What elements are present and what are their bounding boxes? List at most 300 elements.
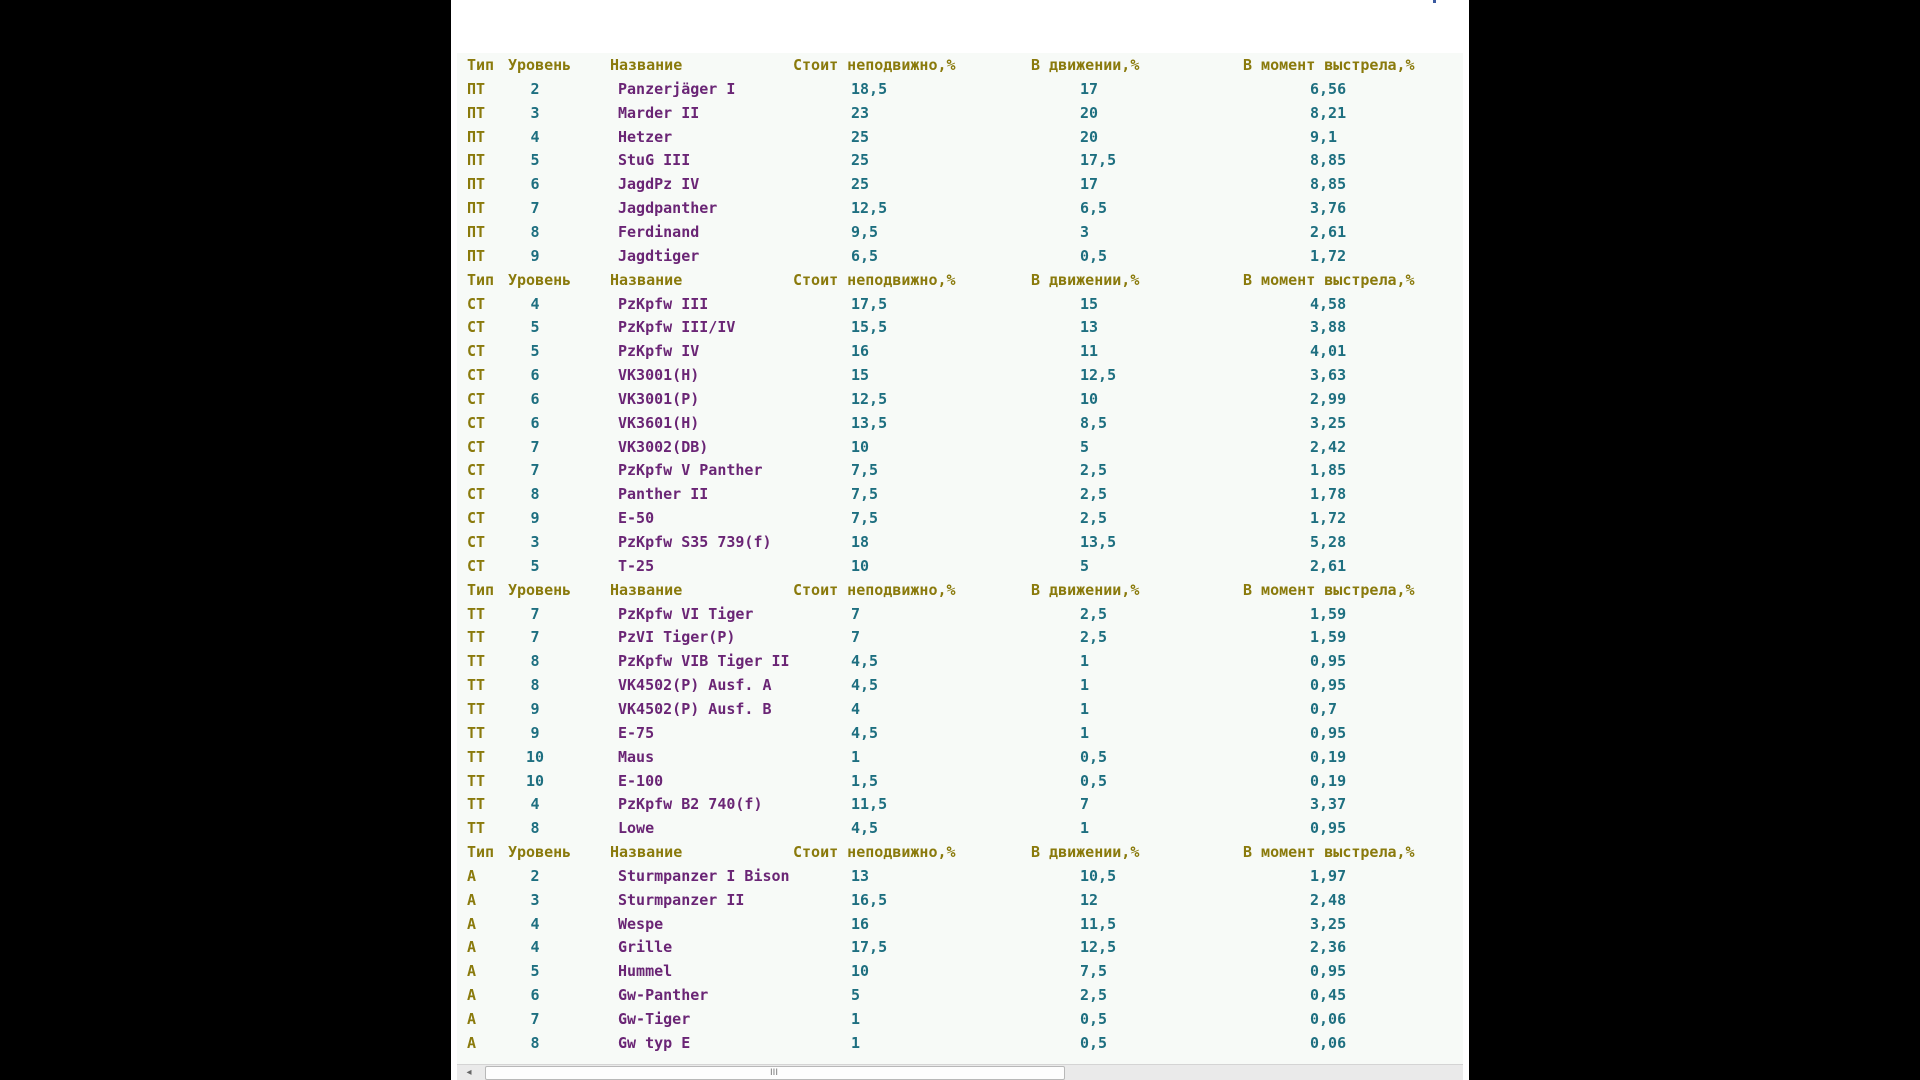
cell-shot: 3,63 xyxy=(1310,366,1347,384)
cell-move: 5 xyxy=(1080,438,1090,456)
cell-level: 2 xyxy=(530,867,540,885)
cell-move: 12 xyxy=(1080,891,1099,909)
table-row xyxy=(457,721,1463,745)
column-header-name: Название xyxy=(610,843,683,861)
cell-stand: 13 xyxy=(851,867,870,885)
cell-move: 13 xyxy=(1080,318,1099,336)
cell-move: 17,5 xyxy=(1080,151,1117,169)
scroll-left-arrow-icon[interactable]: ◂ xyxy=(466,1067,472,1078)
cell-stand: 16,5 xyxy=(851,891,888,909)
cell-name: StuG III xyxy=(618,151,691,169)
cell-type: ПТ xyxy=(467,128,486,146)
cell-move: 11,5 xyxy=(1080,915,1117,933)
cell-move: 15 xyxy=(1080,295,1099,313)
cell-level: 8 xyxy=(530,485,540,503)
cell-type: ПТ xyxy=(467,175,486,193)
table-header-row xyxy=(457,53,1463,77)
cell-move: 20 xyxy=(1080,128,1099,146)
cell-shot: 5,28 xyxy=(1310,533,1347,551)
top-blank-area xyxy=(451,0,1469,50)
column-header-type: Тип xyxy=(467,271,495,289)
cell-type: ПТ xyxy=(467,80,486,98)
cell-name: E-50 xyxy=(618,509,655,527)
cell-shot: 2,61 xyxy=(1310,223,1347,241)
column-header-move: В движении,% xyxy=(1031,271,1140,289)
table-row xyxy=(457,792,1463,816)
cell-stand: 1 xyxy=(851,748,861,766)
cell-shot: 3,37 xyxy=(1310,795,1347,813)
cell-move: 1 xyxy=(1080,676,1090,694)
cell-stand: 16 xyxy=(851,342,870,360)
cell-level: 5 xyxy=(530,318,540,336)
table-row xyxy=(457,769,1463,793)
table-row xyxy=(457,125,1463,149)
cell-move: 0,5 xyxy=(1080,247,1108,265)
cell-name: Jagdpanther xyxy=(618,199,718,217)
cell-shot: 0,7 xyxy=(1310,700,1338,718)
cell-level: 5 xyxy=(530,557,540,575)
cell-name: VK3001(P) xyxy=(618,390,700,408)
cell-shot: 0,95 xyxy=(1310,652,1347,670)
table-row xyxy=(457,244,1463,268)
table-row xyxy=(457,697,1463,721)
cell-type: ТТ xyxy=(467,676,486,694)
cell-stand: 4 xyxy=(851,700,861,718)
scroll-grip-icon: III xyxy=(770,1068,778,1078)
table-row xyxy=(457,673,1463,697)
cell-move: 12,5 xyxy=(1080,366,1117,384)
column-header-name: Название xyxy=(610,581,683,599)
cell-shot: 1,72 xyxy=(1310,509,1347,527)
cell-level: 4 xyxy=(530,938,540,956)
cell-name: PzKpfw III xyxy=(618,295,709,313)
cell-stand: 4,5 xyxy=(851,724,879,742)
cell-stand: 10 xyxy=(851,962,870,980)
cell-stand: 25 xyxy=(851,151,870,169)
cell-stand: 1 xyxy=(851,1034,861,1052)
cell-level: 7 xyxy=(530,461,540,479)
column-header-type: Тип xyxy=(467,581,495,599)
cell-stand: 10 xyxy=(851,438,870,456)
cell-type: ПТ xyxy=(467,199,486,217)
cell-move: 2,5 xyxy=(1080,628,1108,646)
cell-level: 6 xyxy=(530,414,540,432)
table-row xyxy=(457,959,1463,983)
cell-type: СТ xyxy=(467,342,486,360)
table-row xyxy=(457,983,1463,1007)
cell-stand: 13,5 xyxy=(851,414,888,432)
cell-stand: 17,5 xyxy=(851,938,888,956)
cell-name: VK4502(P) Ausf. B xyxy=(618,700,772,718)
cell-level: 9 xyxy=(530,724,540,742)
cell-type: ПТ xyxy=(467,151,486,169)
cell-name: Hetzer xyxy=(618,128,673,146)
cell-stand: 7 xyxy=(851,628,861,646)
cell-stand: 25 xyxy=(851,175,870,193)
cell-move: 2,5 xyxy=(1080,485,1108,503)
table-row xyxy=(457,387,1463,411)
table-row xyxy=(457,220,1463,244)
cell-move: 7 xyxy=(1080,795,1090,813)
cell-name: Maus xyxy=(618,748,655,766)
table-row xyxy=(457,196,1463,220)
column-header-stand: Стоит неподвижно,% xyxy=(793,581,956,599)
cell-shot: 1,85 xyxy=(1310,461,1347,479)
cell-type: А xyxy=(467,891,477,909)
cell-stand: 7 xyxy=(851,605,861,623)
cell-shot: 0,95 xyxy=(1310,819,1347,837)
table-row xyxy=(457,339,1463,363)
cell-level: 9 xyxy=(530,247,540,265)
cell-stand: 4,5 xyxy=(851,652,879,670)
cell-shot: 2,61 xyxy=(1310,557,1347,575)
cell-move: 6,5 xyxy=(1080,199,1108,217)
table-row xyxy=(457,912,1463,936)
table-row xyxy=(457,745,1463,769)
cell-move: 12,5 xyxy=(1080,938,1117,956)
table-row xyxy=(457,315,1463,339)
cell-name: PzKpfw B2 740(f) xyxy=(618,795,763,813)
cell-move: 13,5 xyxy=(1080,533,1117,551)
column-header-move: В движении,% xyxy=(1031,843,1140,861)
column-header-shot: В момент выстрела,% xyxy=(1243,843,1415,861)
column-header-type: Тип xyxy=(467,843,495,861)
cell-type: СТ xyxy=(467,461,486,479)
column-header-move: В движении,% xyxy=(1031,581,1140,599)
cell-move: 0,5 xyxy=(1080,748,1108,766)
cell-type: ТТ xyxy=(467,795,486,813)
cell-level: 2 xyxy=(530,80,540,98)
table-row xyxy=(457,148,1463,172)
cell-type: ТТ xyxy=(467,724,486,742)
cell-name: Panther II xyxy=(618,485,709,503)
cell-move: 5 xyxy=(1080,557,1090,575)
table-row xyxy=(457,1007,1463,1031)
cell-type: СТ xyxy=(467,390,486,408)
column-header-shot: В момент выстрела,% xyxy=(1243,56,1415,74)
cell-shot: 0,95 xyxy=(1310,724,1347,742)
cell-type: СТ xyxy=(467,485,486,503)
cell-type: СТ xyxy=(467,509,486,527)
table-row xyxy=(457,554,1463,578)
table-row xyxy=(457,435,1463,459)
cell-level: 7 xyxy=(530,605,540,623)
cell-stand: 17,5 xyxy=(851,295,888,313)
cell-shot: 8,85 xyxy=(1310,151,1347,169)
cell-name: PzKpfw III/IV xyxy=(618,318,736,336)
cell-type: ПТ xyxy=(467,247,486,265)
cell-shot: 2,99 xyxy=(1310,390,1347,408)
cell-type: А xyxy=(467,915,477,933)
cell-move: 17 xyxy=(1080,175,1099,193)
cell-name: Lowe xyxy=(618,819,655,837)
cell-type: А xyxy=(467,1034,477,1052)
cell-name: Marder II xyxy=(618,104,700,122)
cell-stand: 1,5 xyxy=(851,772,879,790)
cell-move: 0,5 xyxy=(1080,772,1108,790)
cell-stand: 15 xyxy=(851,366,870,384)
cell-shot: 0,19 xyxy=(1310,772,1347,790)
cell-shot: 4,58 xyxy=(1310,295,1347,313)
cell-stand: 18 xyxy=(851,533,870,551)
cell-shot: 0,95 xyxy=(1310,962,1347,980)
cell-level: 6 xyxy=(530,986,540,1004)
cell-level: 5 xyxy=(530,962,540,980)
cell-name: Panzerjäger I xyxy=(618,80,736,98)
table-row xyxy=(457,292,1463,316)
cell-move: 2,5 xyxy=(1080,605,1108,623)
cell-move: 10 xyxy=(1080,390,1099,408)
cell-stand: 12,5 xyxy=(851,390,888,408)
cell-level: 8 xyxy=(530,676,540,694)
cell-level: 7 xyxy=(530,628,540,646)
cell-shot: 0,06 xyxy=(1310,1034,1347,1052)
cell-name: E-75 xyxy=(618,724,655,742)
cell-stand: 7,5 xyxy=(851,509,879,527)
table-row xyxy=(457,625,1463,649)
table-row xyxy=(457,935,1463,959)
cell-shot: 3,25 xyxy=(1310,414,1347,432)
cell-level: 9 xyxy=(530,700,540,718)
table-row xyxy=(457,506,1463,530)
cell-name: Gw-Panther xyxy=(618,986,709,1004)
cell-stand: 23 xyxy=(851,104,870,122)
column-header-stand: Стоит неподвижно,% xyxy=(793,271,956,289)
cell-shot: 2,48 xyxy=(1310,891,1347,909)
cell-shot: 0,45 xyxy=(1310,986,1347,1004)
cell-name: JagdPz IV xyxy=(618,175,700,193)
cell-move: 8,5 xyxy=(1080,414,1108,432)
cell-type: А xyxy=(467,867,477,885)
cell-stand: 7,5 xyxy=(851,461,879,479)
cell-move: 1 xyxy=(1080,819,1090,837)
cell-shot: 8,21 xyxy=(1310,104,1347,122)
table-header-row xyxy=(457,840,1463,864)
cell-shot: 0,06 xyxy=(1310,1010,1347,1028)
table-row xyxy=(457,602,1463,626)
cell-name: Sturmpanzer I Bison xyxy=(618,867,790,885)
cell-name: PzKpfw VIB Tiger II xyxy=(618,652,790,670)
horizontal-scrollbar[interactable] xyxy=(457,1064,1463,1080)
table-row xyxy=(457,1031,1463,1055)
table-row xyxy=(457,172,1463,196)
table-row xyxy=(457,101,1463,125)
cell-name: Wespe xyxy=(618,915,664,933)
cell-name: PzKpfw VI Tiger xyxy=(618,605,754,623)
table-row xyxy=(457,888,1463,912)
cell-level: 10 xyxy=(525,772,545,790)
cell-type: СТ xyxy=(467,414,486,432)
cell-type: А xyxy=(467,1010,477,1028)
cell-shot: 3,76 xyxy=(1310,199,1347,217)
cell-move: 2,5 xyxy=(1080,986,1108,1004)
cell-name: Hummel xyxy=(618,962,673,980)
cell-move: 2,5 xyxy=(1080,461,1108,479)
cell-type: СТ xyxy=(467,366,486,384)
cursor-dot xyxy=(1433,0,1436,3)
cell-name: Jagdtiger xyxy=(618,247,700,265)
table-row xyxy=(457,77,1463,101)
cell-stand: 9,5 xyxy=(851,223,879,241)
cell-type: ТТ xyxy=(467,748,486,766)
cell-type: ТТ xyxy=(467,652,486,670)
cell-stand: 25 xyxy=(851,128,870,146)
table-row xyxy=(457,458,1463,482)
cell-type: СТ xyxy=(467,318,486,336)
cell-move: 1 xyxy=(1080,724,1090,742)
cell-stand: 11,5 xyxy=(851,795,888,813)
cell-level: 6 xyxy=(530,366,540,384)
cell-stand: 4,5 xyxy=(851,676,879,694)
cell-move: 2,5 xyxy=(1080,509,1108,527)
cell-move: 7,5 xyxy=(1080,962,1108,980)
cell-shot: 3,88 xyxy=(1310,318,1347,336)
cell-level: 10 xyxy=(525,748,545,766)
cell-level: 8 xyxy=(530,652,540,670)
cell-name: PzKpfw V Panther xyxy=(618,461,763,479)
cell-name: E-100 xyxy=(618,772,664,790)
cell-level: 7 xyxy=(530,199,540,217)
column-header-level: Уровень xyxy=(508,843,572,861)
cell-level: 8 xyxy=(530,1034,540,1052)
cell-shot: 1,97 xyxy=(1310,867,1347,885)
cell-stand: 10 xyxy=(851,557,870,575)
cell-level: 6 xyxy=(530,390,540,408)
cell-name: Gw typ E xyxy=(618,1034,691,1052)
cell-type: ТТ xyxy=(467,628,486,646)
cell-type: ТТ xyxy=(467,772,486,790)
cell-stand: 1 xyxy=(851,1010,861,1028)
cell-name: VK3002(DB) xyxy=(618,438,709,456)
column-header-move: В движении,% xyxy=(1031,56,1140,74)
cell-stand: 6,5 xyxy=(851,247,879,265)
cell-move: 1 xyxy=(1080,652,1090,670)
cell-name: PzVI Tiger(P) xyxy=(618,628,736,646)
table-row xyxy=(457,864,1463,888)
cell-level: 7 xyxy=(530,1010,540,1028)
cell-name: Sturmpanzer II xyxy=(618,891,745,909)
column-header-shot: В момент выстрела,% xyxy=(1243,271,1415,289)
cell-shot: 2,36 xyxy=(1310,938,1347,956)
cell-type: А xyxy=(467,962,477,980)
cell-name: PzKpfw IV xyxy=(618,342,700,360)
cell-type: ПТ xyxy=(467,223,486,241)
cell-stand: 16 xyxy=(851,915,870,933)
cell-type: ПТ xyxy=(467,104,486,122)
cell-level: 4 xyxy=(530,915,540,933)
cell-type: ТТ xyxy=(467,605,486,623)
column-header-level: Уровень xyxy=(508,581,572,599)
cell-level: 8 xyxy=(530,819,540,837)
table-row xyxy=(457,530,1463,554)
document-panel xyxy=(451,0,1469,1080)
cell-shot: 0,19 xyxy=(1310,748,1347,766)
column-header-shot: В момент выстрела,% xyxy=(1243,581,1415,599)
cell-move: 3 xyxy=(1080,223,1090,241)
cell-level: 4 xyxy=(530,795,540,813)
cell-level: 5 xyxy=(530,342,540,360)
cell-shot: 9,1 xyxy=(1310,128,1338,146)
cell-move: 17 xyxy=(1080,80,1099,98)
cell-name: Ferdinand xyxy=(618,223,700,241)
cell-name: Gw-Tiger xyxy=(618,1010,691,1028)
cell-type: А xyxy=(467,938,477,956)
scroll-thumb[interactable] xyxy=(485,1066,1065,1080)
cell-stand: 15,5 xyxy=(851,318,888,336)
column-header-stand: Стоит неподвижно,% xyxy=(793,56,956,74)
cell-shot: 0,95 xyxy=(1310,676,1347,694)
cell-shot: 4,01 xyxy=(1310,342,1347,360)
cell-type: А xyxy=(467,986,477,1004)
cell-level: 4 xyxy=(530,295,540,313)
accuracy-table xyxy=(457,53,1463,1064)
table-row xyxy=(457,816,1463,840)
cell-type: СТ xyxy=(467,295,486,313)
cell-type: ТТ xyxy=(467,700,486,718)
cell-name: Grille xyxy=(618,938,673,956)
cell-name: VK3601(H) xyxy=(618,414,700,432)
column-header-name: Название xyxy=(610,56,683,74)
column-header-name: Название xyxy=(610,271,683,289)
cell-level: 7 xyxy=(530,438,540,456)
column-header-stand: Стоит неподвижно,% xyxy=(793,843,956,861)
cell-stand: 18,5 xyxy=(851,80,888,98)
table-row xyxy=(457,411,1463,435)
cell-move: 0,5 xyxy=(1080,1010,1108,1028)
cell-type: СТ xyxy=(467,438,486,456)
cell-level: 3 xyxy=(530,533,540,551)
cell-level: 6 xyxy=(530,175,540,193)
cell-shot: 1,72 xyxy=(1310,247,1347,265)
cell-move: 20 xyxy=(1080,104,1099,122)
cell-move: 0,5 xyxy=(1080,1034,1108,1052)
cell-stand: 12,5 xyxy=(851,199,888,217)
cell-level: 5 xyxy=(530,151,540,169)
cell-stand: 5 xyxy=(851,986,861,1004)
cell-shot: 2,42 xyxy=(1310,438,1347,456)
cell-level: 4 xyxy=(530,128,540,146)
cell-move: 1 xyxy=(1080,700,1090,718)
cell-type: ТТ xyxy=(467,819,486,837)
column-header-type: Тип xyxy=(467,56,495,74)
cell-name: T-25 xyxy=(618,557,655,575)
cell-stand: 4,5 xyxy=(851,819,879,837)
column-header-level: Уровень xyxy=(508,271,572,289)
table-header-row xyxy=(457,578,1463,602)
cell-shot: 1,59 xyxy=(1310,628,1347,646)
cell-level: 3 xyxy=(530,891,540,909)
column-header-level: Уровень xyxy=(508,56,572,74)
cell-move: 10,5 xyxy=(1080,867,1117,885)
table-row xyxy=(457,363,1463,387)
cell-name: VK3001(H) xyxy=(618,366,700,384)
cell-type: СТ xyxy=(467,557,486,575)
cell-move: 11 xyxy=(1080,342,1099,360)
cell-stand: 7,5 xyxy=(851,485,879,503)
cell-shot: 1,59 xyxy=(1310,605,1347,623)
table-row xyxy=(457,482,1463,506)
cell-shot: 3,25 xyxy=(1310,915,1347,933)
cell-type: СТ xyxy=(467,533,486,551)
cell-shot: 6,56 xyxy=(1310,80,1347,98)
cell-shot: 8,85 xyxy=(1310,175,1347,193)
cell-name: PzKpfw S35 739(f) xyxy=(618,533,772,551)
cell-level: 8 xyxy=(530,223,540,241)
cell-level: 9 xyxy=(530,509,540,527)
cell-name: VK4502(P) Ausf. A xyxy=(618,676,772,694)
table-header-row xyxy=(457,268,1463,292)
cell-shot: 1,78 xyxy=(1310,485,1347,503)
